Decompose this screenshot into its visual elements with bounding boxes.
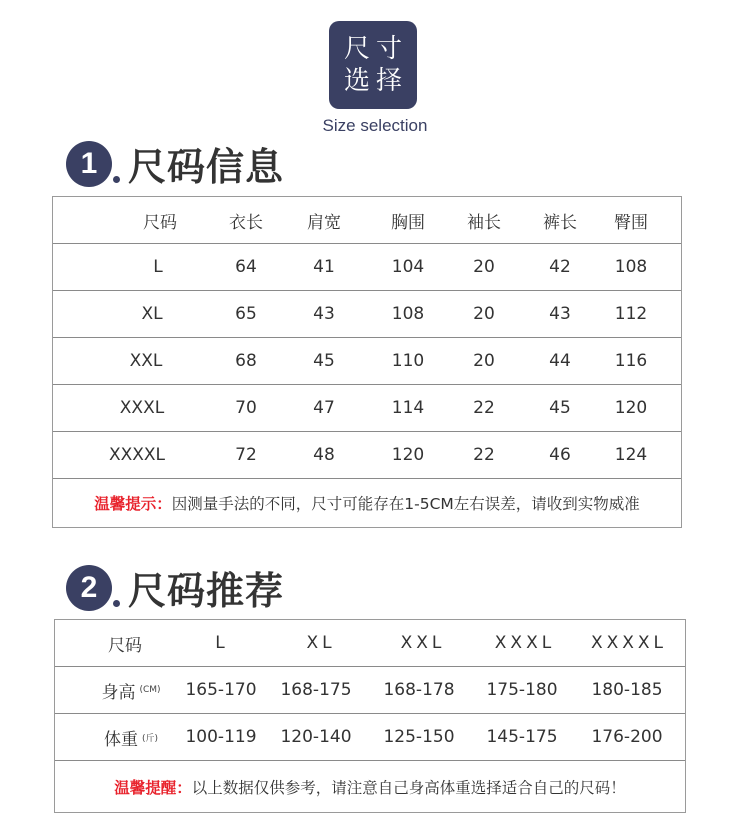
value-cell: 110 xyxy=(391,351,425,371)
size-cell: L xyxy=(153,257,163,277)
size-cell: XXXL xyxy=(119,398,165,418)
weight-unit: (斤) xyxy=(141,733,159,744)
value-cell: 125-150 xyxy=(383,727,455,747)
table-row xyxy=(53,338,681,385)
header-cell: 衣长 xyxy=(229,212,263,233)
section-heading-size-info xyxy=(66,136,284,191)
value-cell: 20 xyxy=(473,257,495,277)
height-unit: (CM) xyxy=(139,685,161,695)
value-cell: 100-119 xyxy=(185,727,257,747)
value-cell: 44 xyxy=(549,351,571,371)
header-cell: 尺码 xyxy=(143,212,177,233)
value-cell: 116 xyxy=(614,351,648,371)
size-info-table xyxy=(52,196,682,528)
weight-label: 体重 xyxy=(103,729,138,750)
section-heading-size-recommendation xyxy=(66,560,284,615)
value-cell: 145-175 xyxy=(486,727,558,747)
value-cell: 124 xyxy=(614,445,648,465)
value-cell: 180-185 xyxy=(591,680,663,700)
table-row xyxy=(53,244,681,291)
value-cell: 47 xyxy=(313,398,335,418)
value-cell: 120 xyxy=(614,398,648,418)
value-cell: 108 xyxy=(391,304,425,324)
value-cell: 48 xyxy=(313,445,335,465)
value-cell: 168-178 xyxy=(383,680,455,700)
table-row xyxy=(53,291,681,338)
value-cell: 20 xyxy=(473,351,495,371)
recommendation-note xyxy=(55,761,685,812)
header-cell: 胸围 xyxy=(391,212,425,233)
value-cell: 176-200 xyxy=(591,727,663,747)
value-cell: 46 xyxy=(549,445,571,465)
value-cell: 104 xyxy=(391,257,425,277)
value-cell: 112 xyxy=(614,304,648,324)
page-subtitle: Size selection xyxy=(322,116,428,135)
table-header-row xyxy=(53,197,681,244)
value-cell: 64 xyxy=(235,257,257,277)
size-recommendation-table xyxy=(54,619,686,813)
table-row xyxy=(53,432,681,479)
section-title: 尺码推荐 xyxy=(128,569,285,613)
header-cell: 尺码 xyxy=(108,635,142,656)
value-cell: 43 xyxy=(549,304,571,324)
header-cell: XXXXL xyxy=(590,633,668,653)
value-cell: 41 xyxy=(313,257,335,277)
value-cell: 165-170 xyxy=(185,680,257,700)
value-cell: 65 xyxy=(235,304,257,324)
measurement-note xyxy=(53,479,681,527)
header-cell: 袖长 xyxy=(467,212,501,233)
value-cell: 22 xyxy=(473,398,495,418)
section-number-badge: 1 xyxy=(66,141,112,187)
section-number-badge: 2 xyxy=(66,565,112,611)
value-cell: 114 xyxy=(391,398,425,418)
value-cell: 45 xyxy=(549,398,571,418)
table-header-row xyxy=(55,620,685,667)
value-cell: 175-180 xyxy=(486,680,558,700)
badge-line-2: 选择 xyxy=(343,66,408,96)
size-cell: XXL xyxy=(129,351,163,371)
header-cell: XXL xyxy=(400,633,446,653)
value-cell: 72 xyxy=(235,445,257,465)
size-cell: XXXXL xyxy=(108,445,166,465)
header-cell: XL xyxy=(306,633,336,653)
height-label: 身高 xyxy=(101,682,136,703)
header-cell: 裤长 xyxy=(543,212,577,233)
note-text: 以上数据仅供参考，请注意自己身高体重选择适合自己的尺码！ xyxy=(191,778,626,797)
row-label xyxy=(81,667,181,713)
value-cell: 120 xyxy=(391,445,425,465)
row-label xyxy=(81,714,181,760)
size-selection-badge xyxy=(329,21,417,109)
value-cell: 43 xyxy=(313,304,335,324)
value-cell: 20 xyxy=(473,304,495,324)
table-row xyxy=(55,714,685,761)
header-cell: L xyxy=(215,633,229,653)
value-cell: 22 xyxy=(473,445,495,465)
note-label: 温馨提示： xyxy=(94,495,172,513)
value-cell: 120-140 xyxy=(280,727,352,747)
value-cell: 45 xyxy=(313,351,335,371)
value-cell: 168-175 xyxy=(280,680,352,700)
section-title: 尺码信息 xyxy=(128,145,285,189)
header-cell: 肩宽 xyxy=(307,212,341,233)
header-cell: XXXL xyxy=(494,633,556,653)
size-cell: XL xyxy=(141,304,163,324)
badge-line-1: 尺寸 xyxy=(343,34,408,64)
value-cell: 68 xyxy=(235,351,257,371)
value-cell: 70 xyxy=(235,398,257,418)
header-cell: 臀围 xyxy=(614,212,648,233)
table-row xyxy=(53,385,681,432)
table-row xyxy=(55,667,685,714)
value-cell: 42 xyxy=(549,257,571,277)
value-cell: 108 xyxy=(614,257,648,277)
note-label: 温馨提醒： xyxy=(114,778,192,797)
note-text: 因测量手法的不同，尺寸可能存在1-5CM左右误差，请收到实物威准 xyxy=(171,495,640,513)
